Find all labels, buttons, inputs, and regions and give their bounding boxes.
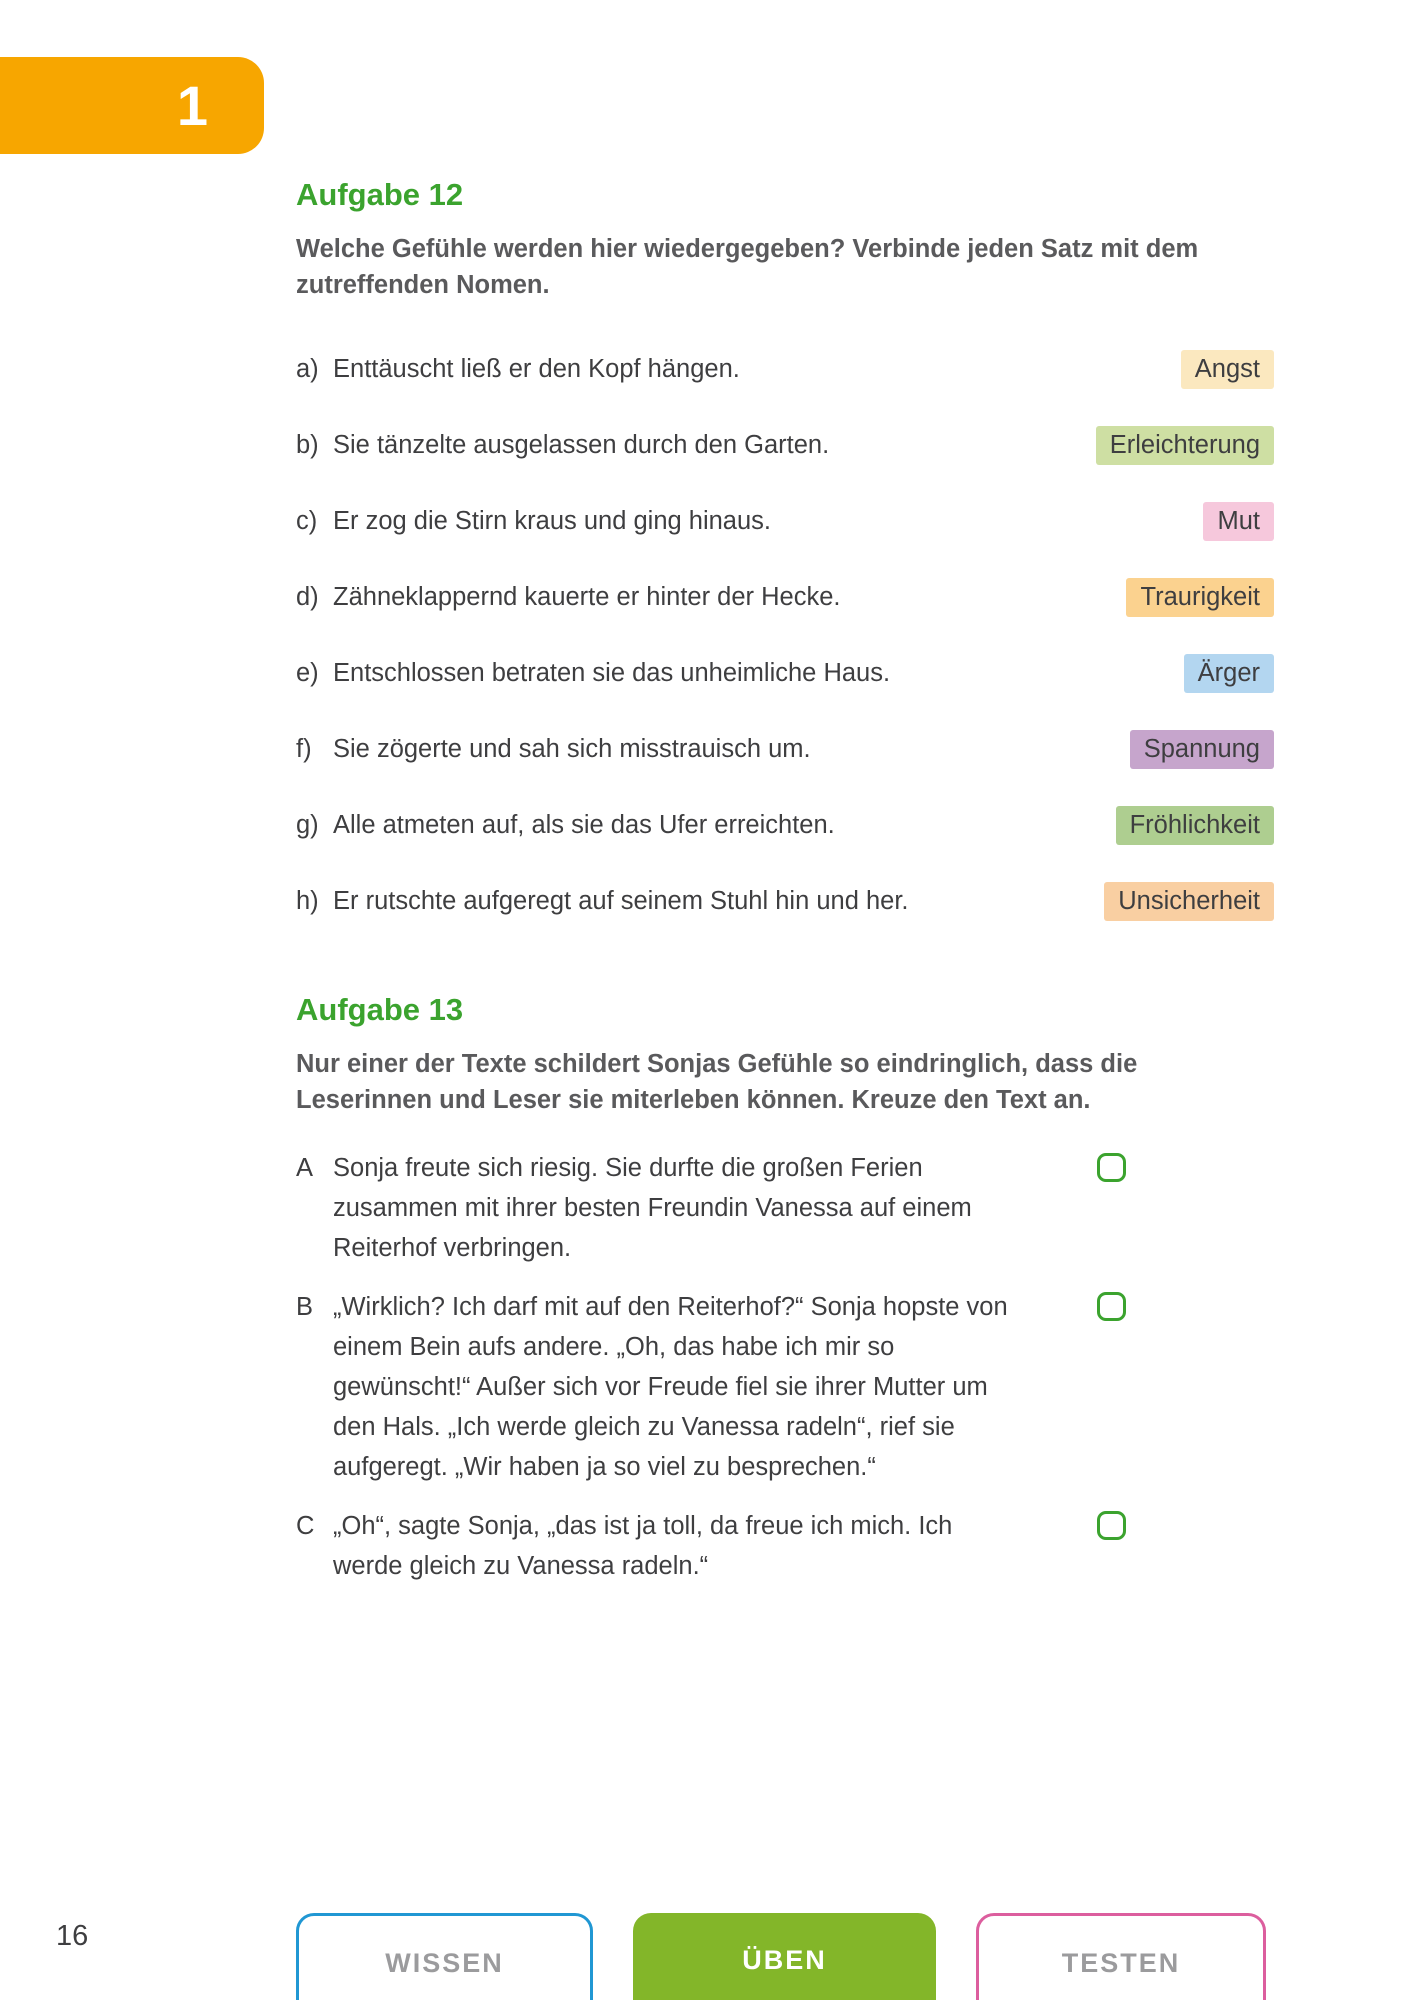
sentence	[296, 429, 829, 462]
item-text: Enttäuscht ließ er den Kopf hängen.	[333, 355, 740, 384]
match-row	[296, 882, 1274, 921]
options-list	[296, 1148, 1274, 1586]
feeling-label-angst[interactable]: Angst	[1181, 350, 1274, 389]
checkbox-option-c[interactable]	[1097, 1511, 1126, 1540]
item-letter: h)	[296, 887, 319, 916]
feeling-label-unsicherheit[interactable]: Unsicherheit	[1104, 882, 1274, 921]
item-letter: g)	[296, 811, 319, 840]
sentence	[296, 809, 835, 842]
match-row	[296, 426, 1274, 465]
feeling-label-erleichterung[interactable]: Erleichterung	[1096, 426, 1274, 465]
option-letter: A	[296, 1154, 314, 1183]
match-list	[296, 350, 1274, 921]
feeling-label-aerger[interactable]: Ärger	[1184, 654, 1274, 693]
item-letter: c)	[296, 507, 318, 536]
answer-option-b	[296, 1287, 1274, 1487]
match-row	[296, 350, 1274, 389]
task-12-title: Aufgabe 12	[296, 177, 464, 212]
match-row	[296, 806, 1274, 845]
wissen-button[interactable]: WISSEN	[296, 1913, 593, 2000]
checkbox-option-b[interactable]	[1097, 1292, 1126, 1321]
answer-option-c	[296, 1506, 1274, 1586]
option-text: Sonja freute sich riesig. Sie durfte die großen Ferien zusammen mit ihrer besten Freundin Vanessa auf einem Reiterhof verbringen.	[333, 1154, 972, 1263]
task-12-section	[296, 176, 1274, 921]
sentence	[296, 733, 811, 766]
checkbox-option-a[interactable]	[1097, 1153, 1126, 1182]
testen-button[interactable]: TESTEN	[976, 1913, 1266, 2000]
chapter-number: 1	[176, 74, 208, 137]
item-letter: d)	[296, 583, 319, 612]
feeling-label-traurigkeit[interactable]: Traurigkeit	[1126, 578, 1274, 617]
ueben-button[interactable]: ÜBEN	[633, 1913, 936, 2000]
item-letter: f)	[296, 735, 312, 764]
option-text: „Wirklich? Ich darf mit auf den Reiterhof?“ Sonja hopste von einem Bein aufs andere. „Oh, das habe ich mir so gewünscht!“ Außer sich vor Freude fiel sie ihrer Mutter um den Hals. „Ich werde gleich zu Vanessa radeln“, rief sie aufgeregt. „Wir haben ja so viel zu besprechen.“	[333, 1293, 1008, 1482]
item-letter: a)	[296, 355, 319, 384]
match-row	[296, 730, 1274, 769]
sentence	[296, 657, 890, 690]
task-13-title: Aufgabe 13	[296, 992, 464, 1028]
item-text: Sie zögerte und sah sich misstrauisch um.	[333, 735, 811, 764]
item-text: Sie tänzelte ausgelassen durch den Garten.	[333, 431, 830, 460]
feeling-label-froehlichkeit[interactable]: Fröhlichkeit	[1116, 806, 1274, 845]
option-text: „Oh“, sagte Sonja, „das ist ja toll, da freue ich mich. Ich werde gleich zu Vanessa radeln.“	[333, 1512, 953, 1581]
bottom-nav	[296, 1913, 1266, 2000]
match-row	[296, 654, 1274, 693]
content-column	[296, 0, 1274, 1605]
item-text: Er rutschte aufgeregt auf seinem Stuhl hin und her.	[333, 887, 909, 916]
answer-option-a	[296, 1148, 1274, 1268]
item-text: Zähneklappernd kauerte er hinter der Hecke.	[333, 583, 841, 612]
sentence	[296, 505, 771, 538]
task-12-instructions: Welche Gefühle werden hier wiedergegeben? Verbinde jeden Satz mit dem zutreffenden Nomen.	[296, 235, 1199, 300]
match-row	[296, 578, 1274, 617]
item-letter: b)	[296, 431, 319, 460]
option-letter: B	[296, 1293, 314, 1322]
item-letter: e)	[296, 659, 319, 688]
match-row	[296, 502, 1274, 541]
item-text: Er zog die Stirn kraus und ging hinaus.	[333, 507, 772, 536]
feeling-label-spannung[interactable]: Spannung	[1130, 730, 1274, 769]
chapter-tab	[0, 57, 264, 154]
option-letter: C	[296, 1512, 315, 1541]
sentence	[296, 581, 840, 614]
item-text: Entschlossen betraten sie das unheimliche Haus.	[333, 659, 891, 688]
sentence	[296, 353, 740, 386]
page-number: 16	[56, 1920, 89, 1952]
task-13-instructions: Nur einer der Texte schildert Sonjas Gefühle so eindringlich, dass die Leserinnen und Leser sie miterleben können. Kreuze den Text an.	[296, 1050, 1138, 1115]
item-text: Alle atmeten auf, als sie das Ufer erreichten.	[333, 811, 835, 840]
sentence	[296, 885, 909, 918]
feeling-label-mut[interactable]: Mut	[1203, 502, 1274, 541]
task-13-section	[296, 991, 1274, 1586]
